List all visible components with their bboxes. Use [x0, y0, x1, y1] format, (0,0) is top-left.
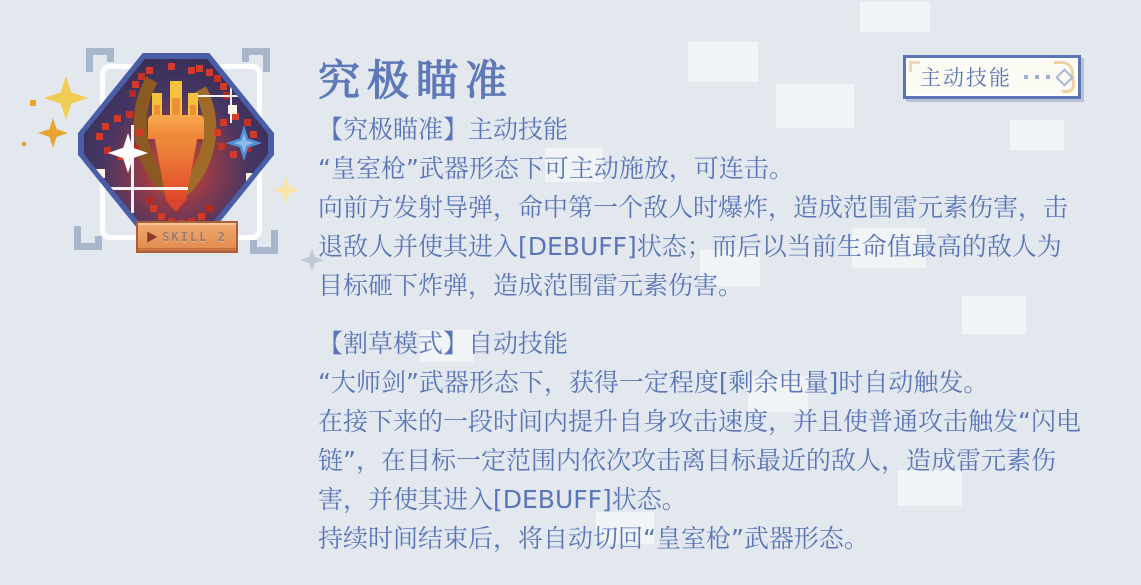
skill-description [318, 110, 1086, 558]
section-heading: 【究极瞄准】主动技能 [318, 115, 569, 144]
crosshair-icon [84, 102, 89, 118]
cream-pixel-square [96, 169, 105, 178]
sparkle-dot [30, 100, 36, 106]
skill-slot-label: SKILL 2 [162, 230, 227, 244]
section-heading: 【割草模式】自动技能 [318, 329, 569, 358]
trailing-dots [1024, 75, 1050, 79]
description-paragraph: “大师剑”武器形态下，获得一定程度[剩余电量]时自动触发。 [318, 368, 989, 397]
skill-title: 究极瞄准 [318, 56, 515, 105]
badge-corner-decoration [909, 61, 920, 72]
red-pixel-cluster [196, 65, 203, 72]
skill-icon-slot[interactable] [0, 0, 330, 300]
gold-sparkle-icon [38, 118, 68, 148]
sparkle-dot [22, 142, 26, 146]
red-pixel-cluster [150, 205, 157, 212]
background-patch [688, 42, 758, 82]
yellow-sparkle-icon [44, 76, 88, 120]
description-paragraph: 持续时间结束后，将自动切回“皇室枪”武器形态。 [318, 524, 869, 553]
description-paragraph: “皇室枪”武器形态下可主动施放，可连击。 [318, 154, 794, 183]
pale-sparkle-icon [272, 176, 300, 204]
skill-type-badge[interactable] [903, 55, 1081, 99]
red-pixel-cluster [102, 123, 109, 130]
description-paragraph: 向前方发射导弹，命中第一个敌人时爆炸，造成范围雷元素伤害，击退敌人并使其进入[DEBUFF]状态；而后以当前生命值最高的敌人为目标砸下炸弹，造成范围雷元素伤害。 [318, 193, 1069, 300]
skill-slot-banner [136, 221, 238, 253]
crosshair-icon [131, 125, 134, 213]
skill-type-label: 主动技能 [920, 66, 1012, 90]
background-patch [860, 2, 930, 32]
red-pixel-cluster [220, 119, 227, 126]
description-paragraph: 在接下来的一段时间内提升自身攻击速度，并且使普通攻击触发“闪电链”，在目标一定范围内依次攻击离目标最近的敌人，造成雷元素伤害，并使其进入[DEBUFF]状态。 [318, 407, 1081, 514]
flag-icon [147, 232, 157, 243]
